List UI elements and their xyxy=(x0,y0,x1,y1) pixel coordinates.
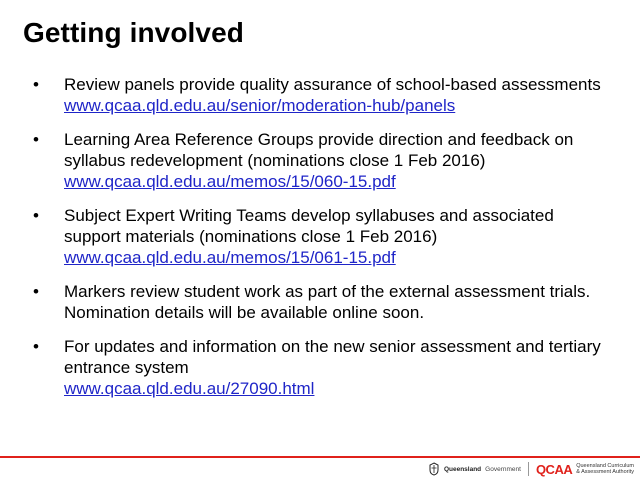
bullet-text: Markers review student work as part of the external assessment trials. xyxy=(64,282,591,301)
bullet-text: support materials (nominations close 1 Feb 2016) xyxy=(64,227,438,246)
bullet-item-updates xyxy=(33,336,623,399)
bullet-text: Review panels provide quality assurance of school-based assessments xyxy=(64,75,601,94)
bullet-text: Nomination details will be available online soon. xyxy=(64,303,425,322)
bullet-item-markers xyxy=(33,281,623,323)
bullet-item-reference-groups xyxy=(33,129,623,192)
queensland-crest-icon xyxy=(428,462,440,476)
footer-divider xyxy=(0,456,640,458)
bullet-marker: • xyxy=(33,75,39,94)
bullet-list xyxy=(33,74,623,412)
writing-teams-memo-link[interactable]: www.qcaa.qld.edu.au/memos/15/061-15.pdf xyxy=(64,248,396,267)
bullet-item-review-panels xyxy=(33,74,623,116)
bullet-marker: • xyxy=(33,337,39,356)
qcaa-full-name xyxy=(576,463,634,475)
qcaa-name-line1: Queensland Curriculum xyxy=(576,463,634,469)
gov-name-light: Government xyxy=(485,465,521,473)
logo-separator xyxy=(528,462,529,476)
footer-logos xyxy=(428,460,634,478)
bullet-marker: • xyxy=(33,282,39,301)
gov-name-bold: Queensland xyxy=(443,465,482,473)
reference-groups-memo-link[interactable]: www.qcaa.qld.edu.au/memos/15/060-15.pdf xyxy=(64,172,396,191)
review-panels-link[interactable]: www.qcaa.qld.edu.au/senior/moderation-hub/panels xyxy=(64,96,456,115)
updates-page-link[interactable]: www.qcaa.qld.edu.au/27090.html xyxy=(64,379,315,398)
bullet-text: syllabus redevelopment (nominations close 1 Feb 2016) xyxy=(64,151,486,170)
bullet-text: entrance system xyxy=(64,358,189,377)
bullet-text: For updates and information on the new senior assessment and tertiary xyxy=(64,337,601,356)
bullet-item-writing-teams xyxy=(33,205,623,268)
bullet-marker: • xyxy=(33,130,39,149)
slide-title: Getting involved xyxy=(23,17,244,48)
bullet-marker: • xyxy=(33,206,39,225)
qcaa-name-line2: & Assessment Authority xyxy=(576,469,634,475)
bullet-text: Learning Area Reference Groups provide direction and feedback on xyxy=(64,130,574,149)
bullet-text: Subject Expert Writing Teams develop syllabuses and associated xyxy=(64,206,554,225)
qcaa-logo: QCAA xyxy=(535,461,573,477)
